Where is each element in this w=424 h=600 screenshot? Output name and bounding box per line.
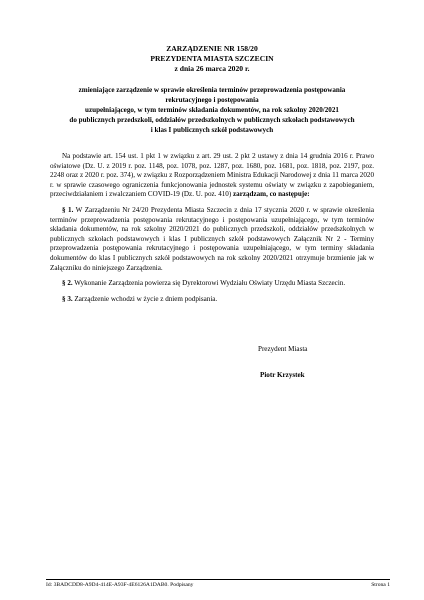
subject-line: rekrutacyjnego i postępowania <box>165 95 259 104</box>
signature-name: Piotr Krzystek <box>260 371 305 379</box>
section-2-label: § 2. <box>62 279 73 288</box>
issuer: PREZYDENTA MIASTA SZCZECIN <box>150 53 274 63</box>
section-3-label: § 3. <box>62 294 73 303</box>
document-subject <box>50 86 374 136</box>
footer-divider <box>46 579 390 580</box>
document-header <box>0 44 424 73</box>
subject-line: i klas I publicznych szkół podstawowych <box>150 125 274 134</box>
document-number: ZARZĄDZENIE NR 158/20 <box>166 44 258 53</box>
footer-document-id: Id: 3BADCDD8-A9D4-414E-A93F-4E6126A1DAB0. Podpisany <box>46 582 194 588</box>
subject-line: uzupełniającego, w tym terminów składania dokumentów, na rok szkolny 2020/2021 <box>85 105 339 114</box>
preamble-text: Na podstawie art. 154 ust. 1 pkt 1 w związku z art. 29 ust. 2 pkt 2 ustawy z dnia 14 grudnia 2016 r. Prawo oświatowe (Dz. U. z 2019 r. poz. 1148, poz. 1078, poz. 1287, poz. 1680, poz. 1681, poz. 1818, poz. 2197, poz. 2248 oraz z 2020 r. poz. 374), w związku z Rozporządzeniem Ministra Edukacji Narodowej z dnia 11 marca 2020 r. w sprawie czasowego ograniczenia funkcjonowania jednostek systemu oświaty w związku z zapobieganiem, przeciwdziałaniem i zwalczaniem COVID-19 (Dz. U. poz. 410) <box>50 152 374 199</box>
section-3-paragraph <box>50 295 374 305</box>
section-1-text: W Zarządzeniu Nr 24/20 Prezydenta Miasta Szczecin z dnia 17 stycznia 2020 r. w sprawie określenia terminów przeprowadzenia postępowania rekrutacyjnego i postępowania uzupełniającego, w tym terminów składania dokumentów, na rok szkolny 2020/2021 do publicznych przedszkoli, oddziałów przedszkolnych w publicznych szkołach podstawowych i klas I publicznych szkół podstawowych Załącznik Nr 2 - Terminy przeprowadzenia postępowania rekrutacyjnego i postępowania uzupełniającego, w tym terminy składania dokumentów do klas I publicznych szkół podstawowych na rok szkolny 2020/2021 otrzymuje brzmienie jak w Załączniku do niniejszego Zarządzenia. <box>50 205 375 272</box>
issue-date: z dnia 26 marca 2020 r. <box>174 63 250 73</box>
subject-line: zmieniające zarządzenie w sprawie określenia terminów przeprowadzenia postępowania <box>78 86 346 94</box>
section-1-paragraph <box>50 206 374 273</box>
preamble-paragraph <box>50 152 374 200</box>
section-2-text: Wykonanie Zarządzenia powierza się Dyrektorowi Wydziału Oświaty Urzędu Miasta Szczecin. <box>72 279 346 288</box>
section-3-text: Zarządzenie wchodzi w życie z dniem podpisania. <box>72 294 218 303</box>
document-body <box>50 152 374 310</box>
signature-title: Prezydent Miasta <box>258 345 308 353</box>
preamble-decree: zarządzam, co następuje: <box>233 190 310 199</box>
subject-line: do publicznych przedszkoli, oddziałów przedszkolnych w publicznych szkołach podstawowych <box>69 115 355 124</box>
footer-page-number: Strona 1 <box>371 582 390 588</box>
section-1-label: § 1. <box>62 205 74 214</box>
section-2-paragraph <box>50 279 374 289</box>
